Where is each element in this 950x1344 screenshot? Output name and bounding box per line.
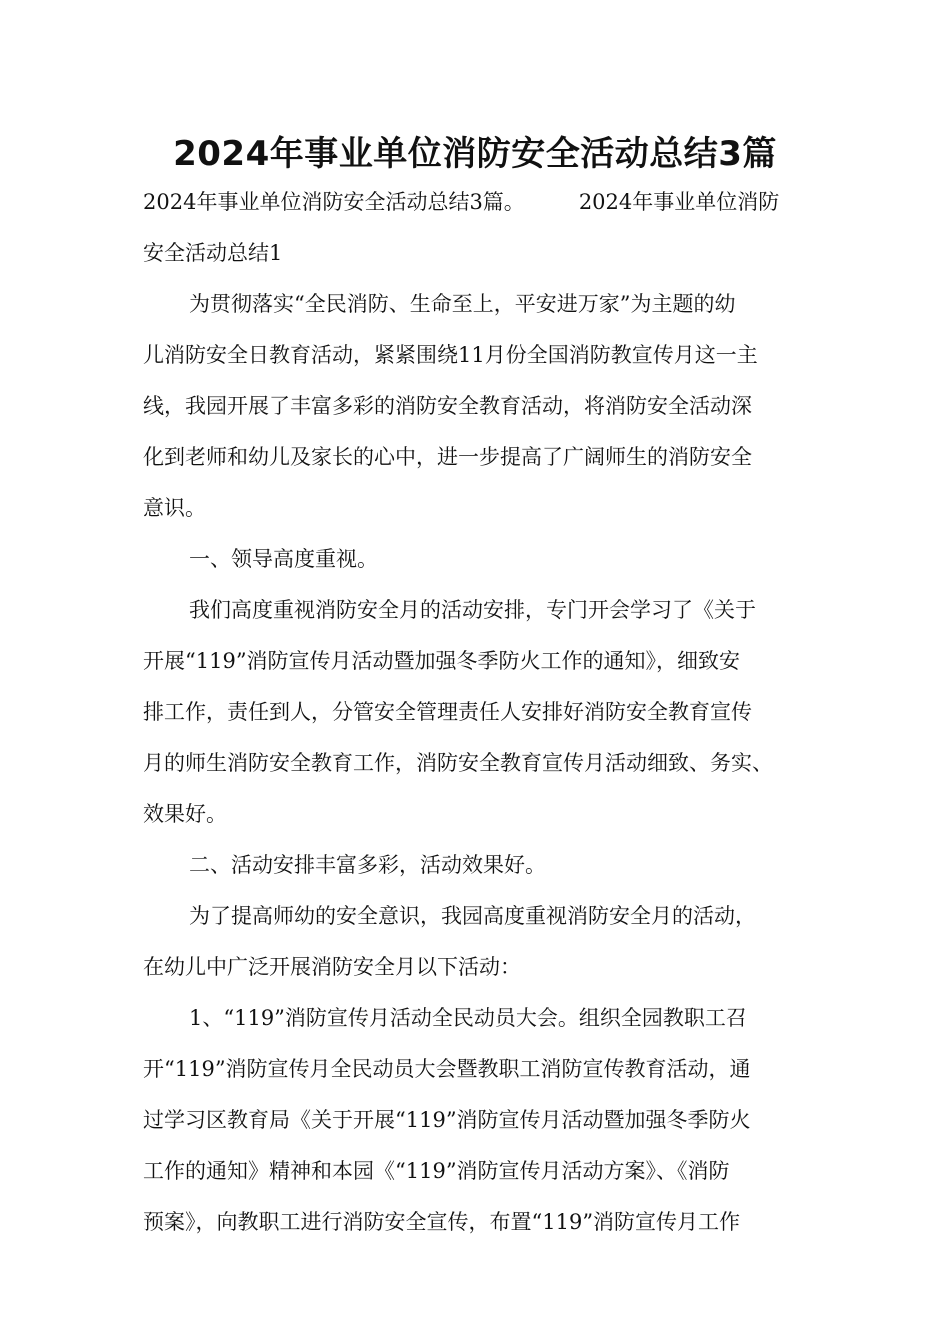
section-heading-part1: 2024年事业单位消防 (578, 190, 780, 214)
paragraph-line: 开展“119”消防宣传月活动暨加强冬季防火工作的通知》，细致安 (143, 649, 741, 673)
document-title: 2024年事业单位消防安全活动总结3篇 (173, 134, 777, 174)
intro-line (143, 177, 823, 228)
paragraph-line: 效果好。 (143, 802, 227, 826)
subheading-1: 一、领导高度重视。 (189, 547, 378, 571)
paragraph-line: 儿消防安全日教育活动，紧紧围绕11月份全国消防教宣传月这一主 (143, 343, 758, 367)
subheading-2: 二、活动安排丰富多彩，活动效果好。 (189, 853, 546, 877)
intro-text: 2024年事业单位消防安全活动总结3篇。 (143, 190, 525, 214)
paragraph-line: 意识。 (143, 496, 206, 520)
paragraph-line: 排工作，责任到人，分管安全管理责任人安排好消防安全教育宣传 (143, 700, 752, 724)
list-item-line: 1、“119”消防宣传月活动全民动员大会。组织全园教职工召 (189, 1006, 747, 1030)
paragraph-line: 在幼儿中广泛开展消防安全月以下活动： (143, 955, 521, 979)
paragraph-line: 化到老师和幼儿及家长的心中，进一步提高了广阔师生的消防安全 (143, 445, 752, 469)
paragraph-line: 我们高度重视消防安全月的活动安排，专门开会学习了《关于 (189, 598, 756, 622)
paragraph-line: 为贯彻落实“全民消防、生命至上，平安进万家”为主题的幼 (189, 292, 736, 316)
paragraph-line: 工作的通知》精神和本园《“119”消防宣传月活动方案》、《消防 (143, 1159, 730, 1183)
paragraph-line: 预案》，向教职工进行消防安全宣传，布置“119”消防宣传月工作 (143, 1210, 741, 1234)
paragraph-line: 过学习区教育局《关于开展“119”消防宣传月活动暨加强冬季防火 (143, 1108, 751, 1132)
section-heading-part2: 安全活动总结1 (143, 241, 283, 265)
paragraph-line: 为了提高师幼的安全意识，我园高度重视消防安全月的活动， (189, 904, 756, 928)
paragraph-line: 线，我园开展了丰富多彩的消防安全教育活动，将消防安全活动深 (143, 394, 752, 418)
paragraph-line: 开“119”消防宣传月全民动员大会暨教职工消防宣传教育活动，通 (143, 1057, 751, 1081)
document-body (143, 177, 823, 1248)
paragraph-line: 月的师生消防安全教育工作，消防安全教育宣传月活动细致、务实、 (143, 751, 773, 775)
